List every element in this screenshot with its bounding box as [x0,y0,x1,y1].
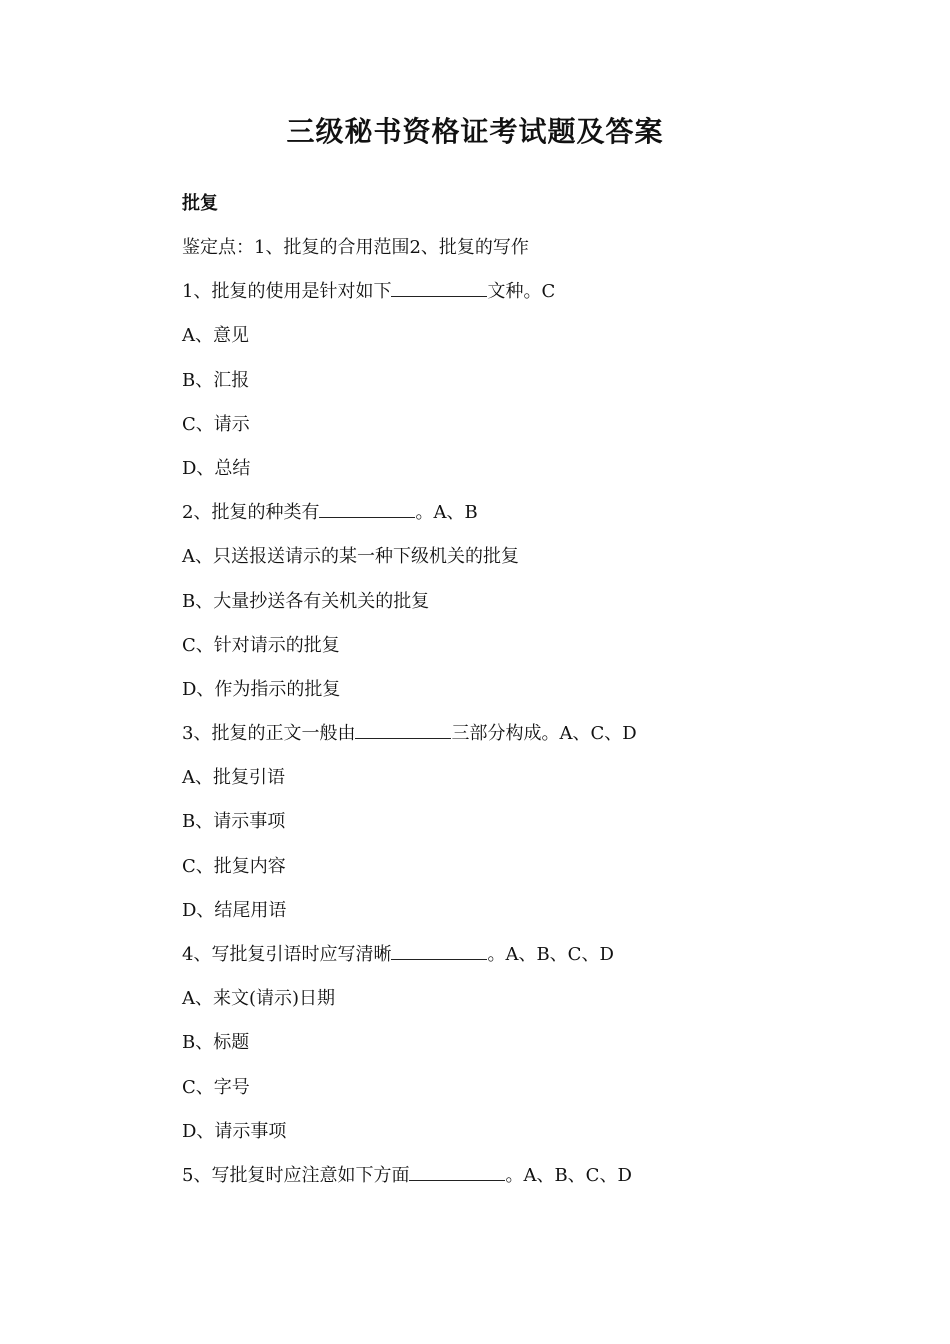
option-line: B、标题 [182,1032,250,1054]
question-5: 5、写批复时应注意如下方面 。A、B、C、D [182,1162,882,1206]
section-heading: 批复 [182,193,218,214]
intro-line: 鉴定点：1、批复的合用范围2、批复的写作 [182,237,529,258]
question-4: 4、写批复引语时应写清晰 。A、B、C、D [182,941,882,985]
option-line: B、汇报 [182,369,250,391]
option-line: C、针对请示的批复 [182,634,340,656]
option-line: B、请示事项 [182,811,286,833]
option-line: A、意见 [182,325,249,347]
option-line: D、总结 [182,457,251,479]
question-3: 3、批复的正文一般由 三部分构成。A、C、D [182,720,882,764]
option-line: D、请示事项 [182,1120,287,1142]
question-2: 2、批复的种类有 。A、B [182,499,882,543]
option-line: C、字号 [182,1076,250,1098]
answer-blank [409,1162,505,1181]
answer-blank [319,499,415,518]
option-line: D、结尾用语 [182,899,287,921]
option-line: C、请示 [182,413,250,435]
option-line: A、来文(请示)日期 [182,988,336,1010]
answer-blank [391,278,487,297]
option-line: B、大量抄送各有关机关的批复 [182,590,430,612]
question-1: 1、批复的使用是针对如下 文种。C [182,278,882,322]
answer-blank [355,720,451,739]
option-line: A、只送报送请示的某一种下级机关的批复 [182,546,519,568]
document-body [182,234,882,1206]
option-line: D、作为指示的批复 [182,678,341,700]
option-line: C、批复内容 [182,855,286,877]
option-line: A、批复引语 [182,767,285,789]
document-title: 三级秘书资格证考试题及答案 [286,115,664,148]
answer-blank [391,941,487,960]
